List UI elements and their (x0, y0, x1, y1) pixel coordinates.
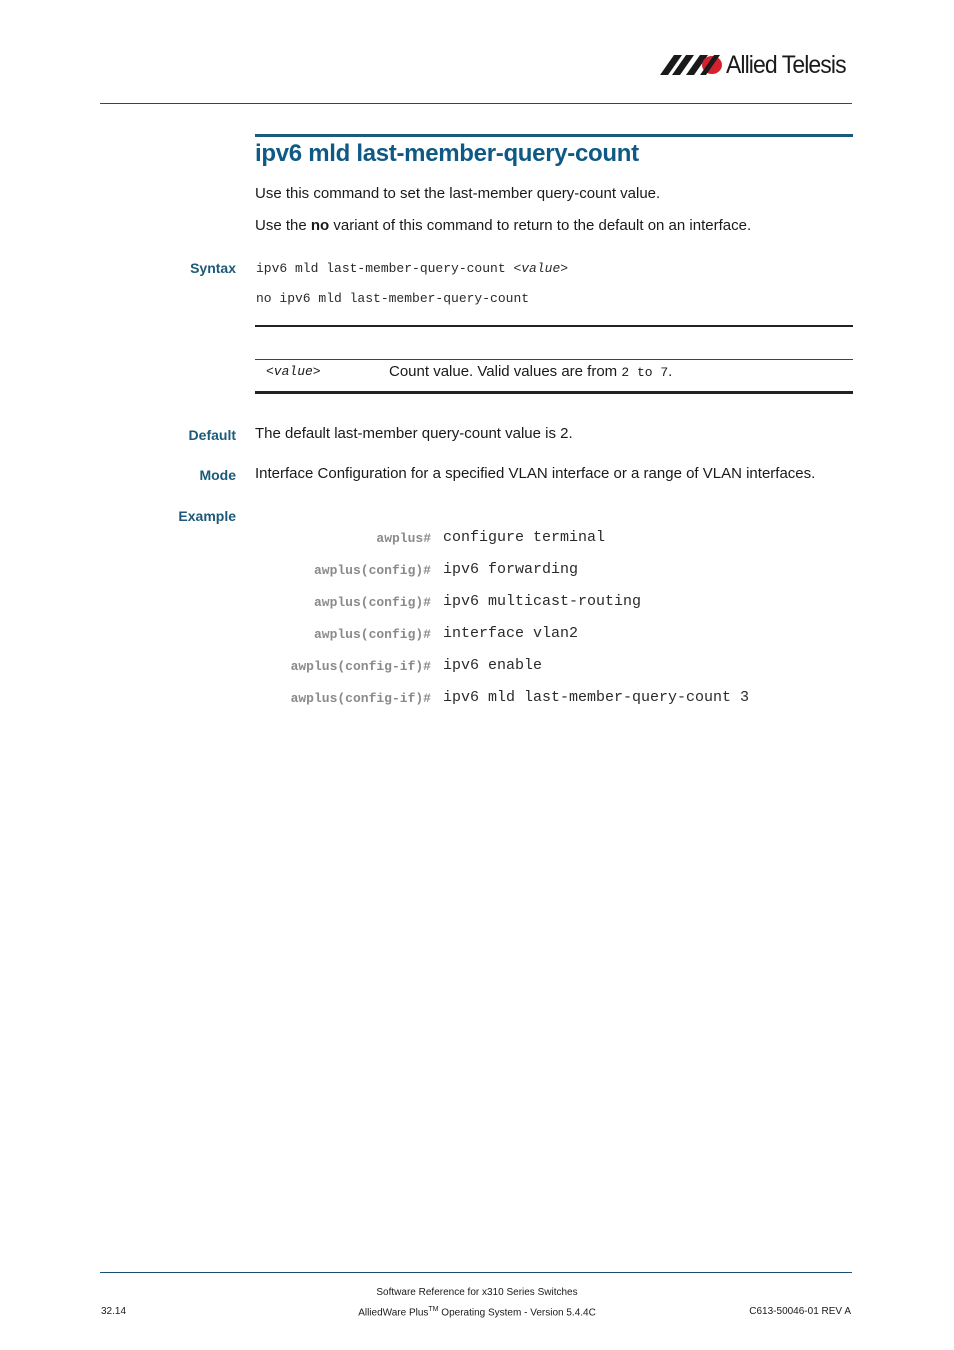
title-rule (255, 134, 853, 137)
example-command: configure terminal (443, 529, 606, 546)
mode-text: Interface Configuration for a specified VLAN interface or a range of VLAN interfaces. (255, 465, 816, 482)
example-command: ipv6 enable (443, 657, 543, 674)
example-command: ipv6 multicast-routing (443, 593, 642, 610)
example-command: interface vlan2 (443, 625, 579, 642)
param-table-bottom-rule (255, 391, 853, 394)
param-table-top-rule (255, 325, 853, 327)
example-prompt: awplus(config)# (313, 563, 431, 578)
example-label: Example (178, 508, 236, 524)
no-keyword: no (310, 217, 330, 234)
param-table-header-rule (255, 359, 853, 360)
logo-text: Allied Telesis (726, 50, 846, 79)
example-prompt: awplus(config-if)# (290, 659, 431, 674)
allied-telesis-logo (660, 48, 856, 82)
example-prompt: awplus(config-if)# (290, 691, 431, 706)
syntax-line-1: ipv6 mld last-member-query-count <value> (256, 261, 569, 276)
syntax-param: <value> (513, 261, 569, 276)
example-command: ipv6 forwarding (443, 561, 579, 578)
example-command: ipv6 mld last-member-query-count 3 (443, 689, 750, 706)
logo-mark-icon (660, 54, 722, 76)
page-title: ipv6 mld last-member-query-count (255, 140, 639, 167)
intro-paragraph-2: Use the no variant of this command to return to the default on an interface. (255, 217, 752, 234)
default-label: Default (188, 427, 236, 443)
syntax-line-2: no ipv6 mld last-member-query-count (256, 291, 530, 306)
syntax-label: Syntax (190, 260, 236, 276)
param-description: Count value. Valid values are from 2 to 7. (389, 363, 673, 380)
intro-paragraph-1: Use this command to set the last-member query-count value. (255, 185, 661, 202)
default-text: The default last-member query-count value is 2. (255, 425, 573, 442)
footer-os-version: AlliedWare Plus™ Operating System - Version 5.4.4C (358, 1306, 596, 1319)
example-prompt: awplus(config)# (313, 595, 431, 610)
footer-doc-id: C613-50046-01 REV A (749, 1306, 851, 1317)
mode-label: Mode (199, 467, 236, 483)
example-prompt: awplus# (376, 531, 431, 546)
footer-document-title: Software Reference for x310 Series Switches (376, 1287, 578, 1298)
footer-rule (100, 1272, 852, 1273)
footer-page-number: 32.14 (101, 1306, 127, 1317)
example-prompt: awplus(config)# (313, 627, 431, 642)
param-name: <value> (266, 364, 321, 379)
header-rule (100, 103, 852, 104)
